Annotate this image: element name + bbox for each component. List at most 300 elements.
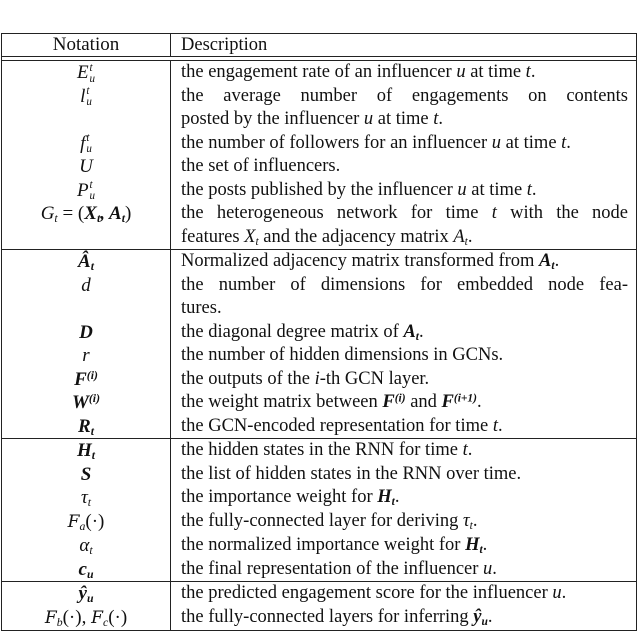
math-base: H	[377, 487, 392, 508]
math-base: τ	[463, 510, 470, 531]
table-row	[2, 61, 636, 85]
math-base: X	[84, 203, 97, 225]
subscript: t	[391, 496, 395, 509]
subscript: c	[102, 615, 109, 629]
description-line	[181, 534, 628, 558]
table-row	[2, 202, 636, 249]
notation-line	[2, 250, 170, 274]
text-segment: the hidden states in the RNN for time	[181, 440, 463, 461]
text-segment: .	[566, 132, 571, 153]
math-base: F	[91, 607, 103, 628]
description-line	[181, 155, 628, 179]
table-header	[2, 34, 636, 57]
table-row	[2, 344, 636, 368]
math-symbol	[81, 464, 92, 485]
text-segment: the number of hidden dimensions in GCNs.	[181, 345, 504, 366]
table-row	[2, 415, 636, 439]
notation-cell	[2, 179, 171, 203]
math-symbol	[77, 62, 95, 83]
math-base: (·)	[108, 606, 128, 628]
table-group	[2, 250, 636, 439]
table-row	[2, 155, 636, 179]
text-segment: at time	[501, 132, 562, 153]
description-line	[181, 61, 628, 85]
notation-cell	[2, 274, 171, 321]
math-base: i	[314, 368, 320, 389]
math-base: t	[492, 415, 498, 436]
math-base: (·),	[62, 606, 92, 628]
math-symbol	[79, 535, 92, 556]
description-cell	[171, 155, 636, 179]
notation-cell	[2, 132, 171, 156]
math-base: X	[244, 226, 256, 247]
math-symbol	[125, 203, 131, 224]
table-row	[2, 463, 636, 487]
subscript: t	[89, 544, 93, 558]
subscript: a	[79, 519, 86, 533]
table-row	[2, 179, 636, 203]
subscript: t	[415, 330, 419, 343]
notation-cell	[2, 415, 171, 439]
notation-line	[2, 155, 170, 179]
header-description: Description	[181, 35, 268, 55]
math-symbol	[244, 227, 259, 247]
text-segment: the GCN-encoded representation for time	[181, 415, 493, 436]
math-base: ŷ	[473, 606, 482, 627]
text-segment: .	[492, 558, 497, 579]
description-line	[181, 321, 628, 345]
math-scripts	[86, 86, 92, 108]
math-scripts	[86, 133, 92, 155]
superscript: t	[86, 132, 90, 145]
table-row	[2, 368, 636, 392]
notation-cell	[2, 439, 171, 463]
math-symbol	[58, 203, 85, 224]
description-line	[181, 558, 628, 582]
math-base: t	[462, 440, 468, 461]
table-row	[2, 439, 636, 463]
description-cell	[171, 391, 636, 415]
text-segment: -th GCN layer.	[319, 368, 430, 389]
math-symbol	[81, 275, 91, 296]
math-base: ,	[100, 203, 110, 225]
text-segment: .	[497, 415, 503, 436]
math-base: t	[561, 132, 567, 153]
math-symbol	[91, 607, 108, 628]
math-base: G	[40, 203, 55, 225]
notation-table	[1, 33, 637, 631]
math-base: R	[78, 415, 91, 437]
math-base: τ	[80, 487, 88, 509]
notation-cell	[2, 61, 171, 85]
notation-line	[2, 463, 170, 487]
subscript: t	[479, 544, 483, 557]
text-segment: at time	[465, 62, 526, 82]
notation-cell	[2, 463, 171, 487]
text-segment: posted by the influencer	[181, 109, 364, 130]
notation-cell	[2, 344, 171, 368]
description-line	[181, 132, 628, 156]
description-line	[181, 297, 628, 321]
subscript: u	[86, 567, 94, 581]
notation-line	[2, 439, 170, 463]
math-symbol	[483, 559, 492, 579]
math-symbol	[382, 392, 405, 412]
text-segment: Normalized adjacency matrix transformed from	[181, 251, 540, 272]
math-symbol	[79, 156, 93, 177]
math-symbol	[108, 607, 127, 628]
description-cell	[171, 132, 636, 156]
math-base: u	[552, 583, 562, 604]
notation-line	[2, 132, 170, 156]
description-cell	[171, 179, 636, 203]
text-segment: and	[405, 392, 442, 413]
table-row	[2, 486, 636, 510]
header-notation: Notation	[2, 34, 171, 56]
text-segment: the normalized importance weight for	[181, 535, 466, 556]
notation-cell	[2, 391, 171, 415]
description-line	[181, 415, 628, 439]
math-base: u	[363, 109, 374, 130]
text-segment: the fully-connected layers for inferring	[181, 606, 474, 627]
math-base: H	[465, 535, 480, 556]
math-symbol	[403, 322, 419, 342]
notation-line	[2, 321, 170, 345]
text-segment: .	[467, 226, 473, 247]
math-symbol	[377, 487, 395, 507]
notation-line	[2, 85, 170, 109]
math-symbol	[63, 607, 91, 628]
text-segment: with the node	[496, 203, 628, 224]
notation-line	[2, 510, 170, 535]
text-segment: .	[476, 392, 482, 413]
description-cell	[171, 344, 636, 368]
text-segment: at time	[466, 179, 527, 200]
math-base: Â	[78, 251, 91, 273]
table-group	[2, 582, 636, 630]
math-base: u	[491, 132, 502, 153]
math-base: A	[539, 251, 552, 272]
math-base: u	[483, 558, 493, 579]
description-line	[181, 85, 628, 109]
math-symbol	[72, 392, 100, 413]
description-cell	[171, 558, 636, 582]
notation-line	[2, 558, 170, 582]
math-base: t	[525, 62, 531, 82]
notation-cell	[2, 250, 171, 274]
math-symbol	[85, 511, 104, 532]
subscript: u	[89, 72, 96, 85]
text-segment: the predicted engagement score for the influencer	[181, 583, 553, 604]
text-segment: the heterogeneous network for time	[181, 203, 492, 224]
math-symbol	[68, 511, 86, 532]
notation-line	[2, 274, 170, 298]
subscript: t	[90, 424, 94, 438]
superscript: t	[86, 85, 90, 98]
math-symbol	[109, 203, 125, 224]
math-base: u	[457, 179, 467, 200]
text-segment: tures.	[181, 298, 222, 319]
math-symbol	[364, 109, 373, 129]
math-symbol	[539, 251, 555, 271]
description-cell	[171, 582, 636, 606]
description-line	[181, 606, 628, 630]
subscript: t	[90, 260, 94, 274]
math-symbol	[100, 203, 109, 224]
text-segment: the number of dimensions for embedded node fea-	[181, 274, 628, 295]
subscript: t	[255, 235, 259, 248]
math-base: F	[44, 607, 57, 628]
subscript: u	[86, 143, 92, 156]
math-base: α	[79, 535, 90, 557]
math-base: l	[80, 85, 86, 107]
table-row	[2, 582, 636, 606]
math-symbol	[41, 203, 58, 224]
notation-cell	[2, 202, 171, 249]
text-segment: the set of influencers.	[181, 156, 341, 177]
description-cell	[171, 606, 636, 631]
subscript: t	[54, 212, 58, 226]
math-base: t	[433, 109, 439, 130]
math-symbol	[74, 369, 98, 390]
description-cell	[171, 274, 636, 321]
math-symbol	[453, 227, 468, 247]
description-line	[181, 486, 628, 510]
math-symbol	[80, 133, 92, 154]
math-symbol	[457, 180, 466, 200]
text-segment: the average number of engagements on contents	[181, 85, 628, 106]
subscript: t	[464, 235, 468, 248]
subscript: u	[481, 615, 488, 628]
math-base: U	[79, 156, 93, 178]
description-line	[181, 202, 628, 226]
math-scripts	[90, 180, 96, 202]
subscript: t	[121, 212, 125, 226]
table-row	[2, 274, 636, 321]
subscript: u	[86, 96, 92, 109]
notation-cell	[2, 510, 171, 535]
text-segment: .	[438, 109, 444, 130]
notation-cell	[2, 85, 171, 132]
table-group	[2, 61, 636, 250]
description-line	[181, 463, 628, 487]
text-segment: features	[181, 226, 245, 247]
math-base: F	[74, 368, 87, 390]
math-base: (·)	[85, 510, 105, 532]
text-segment: the final representation of the influencer	[181, 558, 484, 579]
table-row	[2, 606, 636, 631]
math-base: F	[441, 392, 454, 413]
notation-line	[2, 344, 170, 368]
math-symbol	[45, 607, 63, 628]
notation-cell	[2, 368, 171, 392]
table-row	[2, 85, 636, 132]
description-cell	[171, 486, 636, 510]
math-base: c	[78, 558, 87, 580]
math-symbol	[473, 607, 488, 627]
table-row	[2, 534, 636, 558]
description-cell	[171, 250, 636, 274]
math-base: t	[491, 203, 497, 224]
notation-line	[2, 534, 170, 558]
math-base: = (	[57, 203, 85, 225]
text-segment: .	[561, 583, 567, 604]
notation-line	[2, 179, 170, 203]
superscript: (i)	[86, 369, 98, 383]
text-segment: .	[472, 510, 478, 531]
notation-line	[2, 61, 170, 85]
text-segment: the importance weight for	[181, 487, 378, 508]
math-base: H	[76, 440, 92, 462]
math-symbol	[465, 535, 483, 555]
math-symbol	[463, 511, 473, 531]
table-body	[2, 61, 636, 630]
math-symbol	[77, 440, 95, 461]
math-symbol	[492, 133, 501, 153]
text-segment: the list of hidden states in the RNN over time.	[181, 463, 522, 484]
text-segment: the number of followers for an influencer	[181, 132, 492, 153]
description-cell	[171, 61, 636, 85]
notation-cell	[2, 606, 171, 631]
subscript: t	[91, 449, 96, 463]
superscript: t	[89, 61, 93, 74]
math-symbol	[79, 583, 94, 604]
subscript: u	[89, 190, 96, 203]
description-line	[181, 391, 628, 415]
notation-cell	[2, 486, 171, 510]
notation-line	[2, 606, 170, 631]
description-cell	[171, 463, 636, 487]
math-symbol	[80, 86, 92, 107]
text-segment: .	[467, 440, 473, 461]
text-segment: .	[531, 179, 537, 200]
math-symbol	[81, 487, 91, 508]
text-segment: the diagonal degree matrix of	[181, 321, 404, 342]
notation-line	[2, 415, 170, 439]
superscript: (i+1)	[453, 392, 477, 405]
notation-line	[2, 391, 170, 415]
description-line	[181, 179, 628, 203]
table-row	[2, 132, 636, 156]
math-symbol	[78, 251, 94, 272]
description-cell	[171, 534, 636, 558]
notation-cell	[2, 558, 171, 582]
math-base: u	[456, 62, 466, 82]
math-symbol	[77, 180, 95, 201]
text-segment: the outputs of the	[181, 368, 315, 389]
table-row	[2, 558, 636, 582]
text-segment: the weight matrix between	[181, 392, 383, 413]
math-base: P	[76, 179, 89, 201]
math-base: A	[403, 321, 416, 342]
math-symbol	[82, 345, 89, 366]
math-symbol	[442, 392, 477, 412]
description-cell	[171, 321, 636, 345]
math-base: D	[79, 321, 93, 343]
table-group	[2, 439, 636, 582]
description-line	[181, 344, 628, 368]
math-scripts	[90, 63, 96, 85]
math-base: ŷ	[78, 583, 87, 605]
text-segment: the posts published by the influencer	[181, 179, 458, 200]
description-line	[181, 368, 628, 392]
notation-line	[2, 582, 170, 606]
math-symbol	[78, 416, 94, 437]
math-base: r	[82, 345, 90, 367]
text-segment: .	[554, 251, 560, 272]
math-symbol	[79, 322, 93, 343]
text-segment: .	[394, 487, 400, 508]
subscript: t	[87, 496, 92, 510]
notation-line	[2, 486, 170, 510]
text-segment: the fully-connected layer for deriving	[181, 510, 464, 531]
description-line	[181, 250, 628, 274]
table-row	[2, 510, 636, 535]
subscript: t	[469, 519, 473, 532]
table-row	[2, 321, 636, 345]
math-base: t	[526, 179, 532, 200]
description-cell	[171, 85, 636, 132]
notation-line	[2, 368, 170, 392]
text-segment: .	[418, 321, 424, 342]
superscript: t	[89, 179, 93, 192]
math-base: A	[453, 226, 465, 247]
text-segment: .	[530, 62, 536, 82]
math-symbol	[84, 203, 100, 224]
description-line	[181, 108, 628, 132]
description-line	[181, 510, 628, 534]
subscript: u	[86, 592, 94, 606]
table-row	[2, 250, 636, 274]
text-segment: .	[482, 535, 488, 556]
description-cell	[171, 510, 636, 535]
superscript: (i)	[88, 392, 100, 406]
math-base: E	[76, 62, 89, 83]
description-line	[181, 582, 628, 606]
description-line	[181, 439, 628, 463]
math-base: W	[71, 392, 89, 414]
math-base: S	[80, 463, 92, 485]
math-base: F	[67, 511, 80, 532]
description-cell	[171, 368, 636, 392]
description-line	[181, 226, 628, 250]
math-symbol	[79, 559, 94, 580]
math-base: F	[382, 392, 395, 413]
text-segment: the engagement rate of an influencer	[181, 62, 457, 82]
description-cell	[171, 415, 636, 439]
table-row	[2, 391, 636, 415]
description-cell	[171, 439, 636, 463]
superscript: (i)	[394, 392, 406, 405]
description-cell	[171, 202, 636, 249]
notation-cell	[2, 582, 171, 606]
subscript: t	[551, 260, 555, 273]
text-segment: at time	[373, 109, 434, 130]
math-base: A	[109, 203, 122, 225]
subscript: t	[96, 212, 101, 226]
subscript: b	[56, 615, 63, 629]
notation-cell	[2, 321, 171, 345]
text-segment: .	[487, 606, 493, 627]
math-base: f	[80, 132, 86, 154]
math-symbol	[552, 583, 561, 603]
math-base: d	[81, 274, 91, 296]
notation-cell	[2, 155, 171, 179]
notation-line	[2, 202, 170, 226]
math-base: )	[124, 203, 132, 225]
math-symbol	[456, 62, 465, 82]
notation-cell	[2, 534, 171, 558]
